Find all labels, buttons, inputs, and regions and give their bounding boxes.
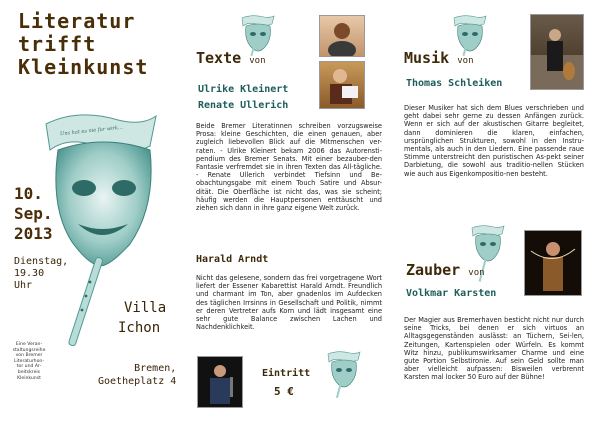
musik-artist: Thomas Schleiken	[406, 78, 503, 89]
event-title-line-2: trifft	[18, 32, 97, 56]
footnote	[10, 342, 48, 381]
venue-address: Bremen, Goetheplatz 4	[98, 363, 177, 387]
footnote-line: tor und Ar-	[16, 364, 42, 370]
harald-arndt-description: Nicht das gelesene, sondern das frei vorgetragene Wort liefert der Essener Kabarettist Harald Arndt. Freundlich und charmant im Ton, aber gnadenlos im Aufdecken des täglichen Irrsinns in Gesellschaft und Politik, nimmt er deren Vertreter aufs Korn und lädt insgesamt eine sehr gute Balance zwischen Lachen und Nachdenklichkeit.	[196, 274, 382, 332]
footnote-line: Literaturhon-	[14, 358, 44, 364]
zauber-description: Der Magier aus Bremerhaven besticht nicht nur durch seine Tricks, bei denen er sich virtuos an Alltagsgegenständen auslässt: an Tüchern, Sei-len, Zeitungen, Kartenspielen oder Würfeln. Es kommt Witz hinzu, publikumswirksamer Charme und eine gute Portion Selbstironie. Auf sein Geld sollte man aber vielleicht aufpassen: Bisweilen verbrennt Karsten mal locker 50 Euro auf der Bühne!	[404, 316, 584, 382]
texte-title: Texte	[196, 49, 242, 67]
event-title-line-3: Kleinkunst	[18, 55, 149, 79]
entry-label: Eintritt	[262, 368, 311, 379]
photo-thomas-schleiken	[530, 14, 584, 90]
footnote-line: Eine Veran-	[15, 342, 43, 347]
texte-von: von	[249, 56, 266, 66]
musik-title: Musik	[404, 49, 450, 67]
event-date	[14, 184, 53, 244]
venue-name	[118, 298, 166, 338]
zauber-artist: Volkmar Karsten	[406, 288, 497, 299]
event-time-hour: 19.30	[14, 268, 45, 279]
entry-price: 5 €	[274, 385, 294, 398]
event-time-weekday: Dienstag,	[14, 256, 69, 267]
author-ulrike-kleinert: Ulrike Kleinert	[198, 84, 289, 95]
footnote-line: Kleinkunst	[17, 375, 41, 381]
zauber-von: von	[468, 268, 485, 278]
texte-description: Beide Bremer Literatinnen schreiben vorzugsweise Prosa: kleine Geschichten, die einen genauen, aber zugleich liebevollen Blick auf die Mitmenschen ver-raten. - Ulrike Kleinert bekam 2006 das Autorensti-pendium des Bremer Senats. Mit einer bezauber-den Fantasie verfremdet sie in ihren Texten das All-tägliche. - Renate Ullerich verbindet Tiefsinn und Be-obachtungsgabe mit einem Touch Satire und Absur-dität. Die Oberfläche ist nicht das, was sie scheint; häufig werden die Hauptpersonen enttäuscht und ziehen sich dann in ihre ganz eigene Welt zurück.	[196, 122, 382, 213]
photo-renate-ullerich	[319, 61, 365, 109]
texte-authors	[198, 82, 288, 114]
venue-name-line-1: Villa	[124, 300, 167, 316]
footnote-line: beitskreis	[17, 369, 41, 375]
mask-banner-text: Uns hat es nie fur wirk...	[59, 124, 124, 138]
musik-description: Dieser Musiker hat sich dem Blues verschrieben und geht dabei sehr gerne zu dessen Anfängen zurück. Wenn er sich auf der akustischen Gitarre begleitet, dann dominieren die klaren, einfachen, ursprünglichen Strukturen, sowohl in den Instru-mentals, als auch in den Liedern. Eine passende raue Stimme unterstreicht den puristischen As-pekt seiner Darbietung, die sowohl aus traditio-nellen Stücken wie auch aus Eigenkompositio-nen besteht.	[404, 104, 584, 178]
footnote-line: staltungsreihe	[12, 347, 46, 353]
event-date-month: Sep.	[14, 204, 53, 223]
photo-harald-arndt	[197, 356, 243, 408]
event-date-day: 10.	[14, 184, 43, 203]
photo-volkmar-karsten	[524, 230, 582, 296]
event-time-unit: Uhr	[14, 280, 33, 291]
venue-name-line-2: Ichon	[118, 320, 161, 336]
texte-heading	[196, 48, 266, 67]
harald-arndt-heading: Harald Arndt	[196, 254, 269, 265]
zauber-title: Zauber	[406, 261, 461, 279]
event-time	[14, 256, 68, 292]
event-title	[18, 10, 148, 79]
mask-logo-icon	[326, 350, 362, 400]
event-title-line-1: Literatur	[18, 9, 136, 33]
musik-von: von	[457, 56, 474, 66]
author-renate-ullerich: Renate Ullerich	[198, 100, 289, 111]
entry-fee	[262, 368, 310, 398]
musik-heading	[404, 48, 474, 67]
zauber-heading	[406, 260, 485, 279]
photo-ulrike-kleinert	[319, 15, 365, 57]
footnote-line: von Bremer	[15, 353, 43, 359]
event-date-year: 2013	[14, 224, 53, 243]
